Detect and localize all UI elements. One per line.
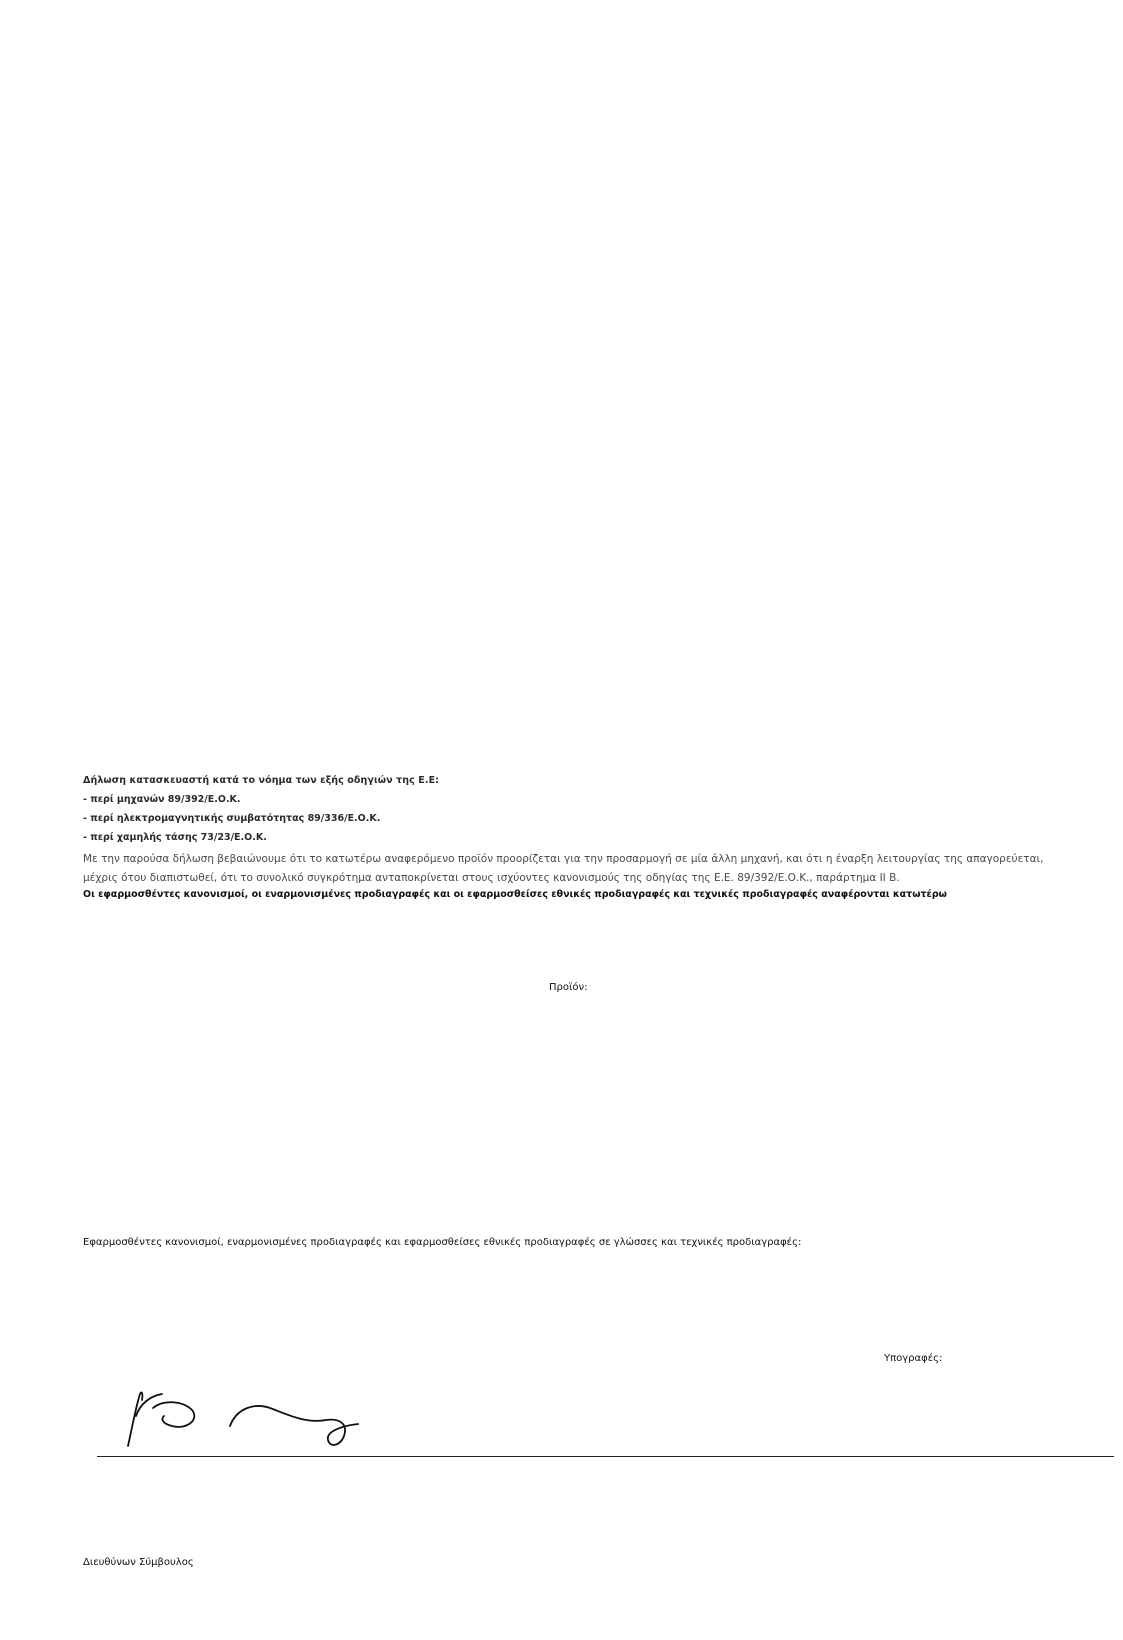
product-label: Προϊόν:: [549, 982, 588, 993]
directive-low-voltage: - περί χαμηλής τάσης 73/23/Ε.Ο.Κ.: [83, 832, 267, 843]
applied-standards-label: Εφαρμοσθέντες κανονισμοί, εναρμονισμένες προδιαγραφές και εφαρμοσθείσες εθνικές προδιαγραφές σε γλώσσες και τεχνικές προδιαγραφές:: [83, 1237, 802, 1248]
directive-emc: - περί ηλεκτρομαγνητικής συμβατότητας 89/336/Ε.Ο.Κ.: [83, 813, 381, 824]
signature-line: [97, 1456, 1114, 1457]
directive-machinery: - περί μηχανών 89/392/Ε.Ο.Κ.: [83, 794, 241, 805]
declaration-heading: Δήλωση κατασκευαστή κατά το νόημα των εξής οδηγιών της Ε.Ε:: [83, 775, 440, 786]
declaration-paragraph: Με την παρούσα δήλωση βεβαιώνουμε ότι το κατωτέρω αναφερόμενο προϊόν προορίζεται για την προσαρμογή σε μία άλλη μηχανή, και ότι η έναρξη λειτουργίας της απαγορεύεται, μέχρις ότου διαπιστωθεί, ότι το συνολικό συγκρότημα ανταποκρίνεται στους ισχύοντες κανονισμούς της οδηγίας της Ε.Ε. 89/392/Ε.Ο.Κ., παράρτημα ΙΙ Β.: [83, 853, 1044, 884]
signatures-label: Υπογραφές:: [884, 1353, 943, 1364]
directives-list: [83, 793, 1113, 844]
applied-regulations-text: Οι εφαρμοσθέντες κανονισμοί, οι εναρμονισμένες προδιαγραφές και οι εφαρμοσθείσες εθνικές προδιαγραφές και τεχνικές προδιαγραφές αναφέρονται κατωτέρω: [83, 889, 947, 900]
handwritten-signature: [120, 1380, 390, 1450]
manufacturer-declaration: [83, 774, 1113, 901]
signatory-role: Διευθύνων Σύμβουλος: [83, 1557, 194, 1568]
